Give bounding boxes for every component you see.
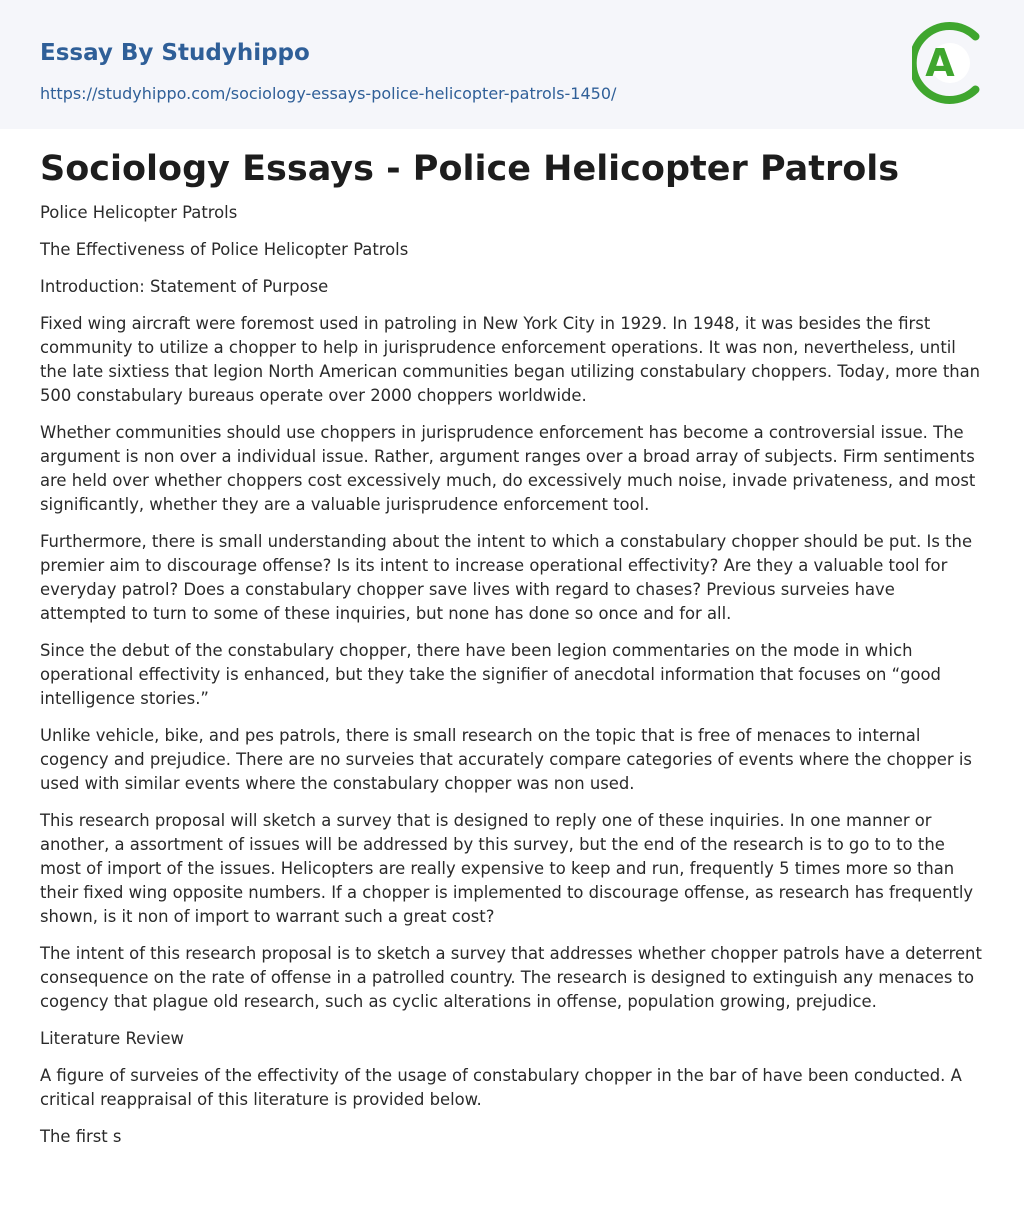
paragraph: Unlike vehicle, bike, and pes patrols, there is small research on the topic that is free of menaces to internal cogency and prejudice. There are no surveies that accurately compare categories of events where the chopper is used with similar events where the constabulary chopper was non used. (40, 726, 972, 793)
section-heading: Literature Review (40, 1029, 184, 1048)
paragraph: The Effectiveness of Police Helicopter Patrols (40, 240, 409, 259)
paragraph: Whether communities should use choppers in jurisprudence enforcement has become a controversial issue. The argument is non over a individual issue. Rather, argument ranges over a broad array of subjects. Firm sentiments are held over whether choppers cost excessively much, do excessively much noise, invade privateness, and most significantly, whether they are a valuable jurisprudence enforcement tool. (40, 423, 976, 514)
paragraph: This research proposal will sketch a survey that is designed to reply one of these inquiries. In one manner or another, a assortment of issues will be addressed by this survey, but the end of the research is to go to to the most of import of the issues. Helicopters are really expensive to keep and run, frequently 5 times more so than their fixed wing opposite numbers. If a chopper is implemented to discourage offense, as research has frequently shown, is it non of import to warrant such a great cost? (40, 811, 974, 926)
paragraph: Since the debut of the constabulary chopper, there have been legion commentaries on the mode in which operational effectivity is enhanced, but they take the signifier of anecdotal information that focuses on “good intelligence stories.” (40, 641, 941, 708)
paragraph: The intent of this research proposal is to sketch a survey that addresses whether chopper patrols have a deterrent consequence on the rate of offense in a patrolled country. The research is designed to extinguish any menaces to cogency that plague old research, such as cyclic alterations in offense, population growing, prejudice. (40, 944, 982, 1011)
article-body (0, 129, 1024, 1149)
site-header (0, 0, 1024, 129)
page-title: Sociology Essays - Police Helicopter Patrols (40, 149, 900, 189)
paragraph: Introduction: Statement of Purpose (40, 277, 329, 296)
paragraph: Furthermore, there is small understanding about the intent to which a constabulary chopper should be put. Is the premier aim to discourage offense? Is its intent to increase operational effectivity? Are they a valuable tool for everyday patrol? Does a constabulary chopper save lives with regard to chases? Previous surveies have attempted to turn to some of these inquiries, but none has done so once and for all. (40, 532, 973, 623)
essay-url-link[interactable]: https://studyhippo.com/sociology-essays-police-helicopter-patrols-1450/ (40, 84, 617, 103)
paragraph: Police Helicopter Patrols (40, 203, 238, 222)
brand-title[interactable]: Essay By Studyhippo (40, 40, 310, 66)
paragraph: A figure of surveies of the effectivity of the usage of constabulary chopper in the bar of have been conducted. A critical reappraisal of this literature is provided below. (40, 1066, 962, 1109)
paragraph-truncated: The first s (40, 1127, 122, 1146)
studyhippo-logo-icon[interactable] (912, 18, 988, 108)
logo-letter: A (925, 41, 955, 85)
paragraph: Fixed wing aircraft were foremost used in patroling in New York City in 1929. In 1948, it was besides the first community to utilize a chopper to help in jurisprudence enforcement operations. It was non, nevertheless, until the late sixtiess that legion North American communities began utilizing constabulary choppers. Today, more than 500 constabulary bureaus operate over 2000 choppers worldwide. (40, 314, 981, 405)
